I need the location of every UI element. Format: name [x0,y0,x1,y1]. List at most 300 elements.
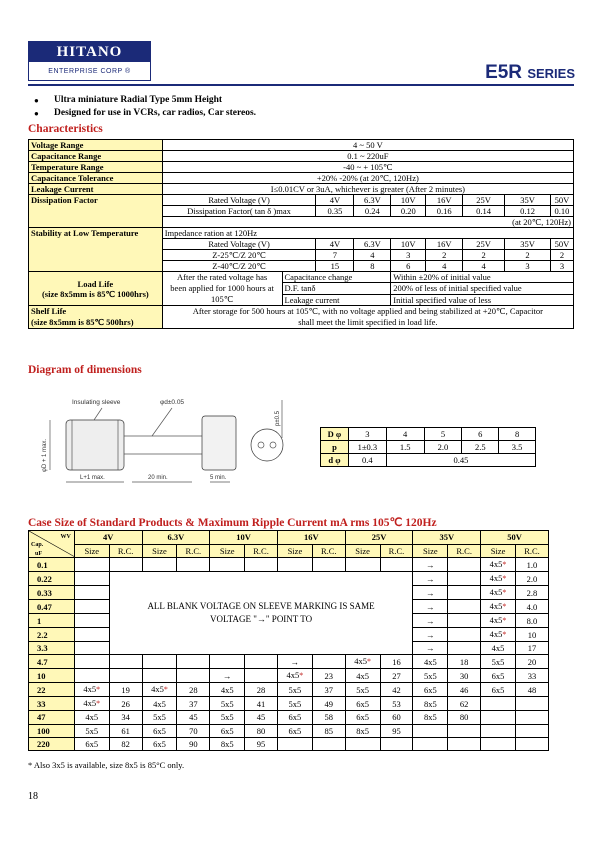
length-label: L+1 max. [80,475,105,481]
rc-cell: 28 [245,683,278,697]
size-cell [74,669,109,683]
size-cell: 4x5 [413,655,448,669]
size-cell: → [413,558,448,572]
size-header: Size [481,544,516,558]
rc-cell: 26 [109,697,142,711]
rc-cell [312,737,345,750]
voltage-range-label: Voltage Range [29,140,163,151]
size-cell [481,737,516,750]
size-cell [142,558,177,572]
dissipation-factor-label: Dissipation Factor [29,195,163,228]
capacitance-cell: 22 [29,683,75,697]
size-footnote-mark: * [299,671,304,681]
df-value: 0.20 [391,206,426,217]
z40-value: 4 [463,261,505,272]
row-load-life-1 [29,272,574,283]
rc-cell: 8.0 [515,614,548,628]
df-voltage: 6.3V [354,195,391,206]
rc-cell [312,558,345,572]
size-cell [74,628,109,642]
df-note: (at 20℃, 120Hz) [162,217,573,228]
case-row [29,655,549,669]
rc-cell [448,614,481,628]
size-cell [74,697,109,711]
series-name: E5R [485,62,523,83]
pitch-p-value: 3.5 [499,441,536,454]
footnote [28,760,184,770]
size-header: Size [277,544,312,558]
capacitance-cell: 1 [29,614,75,628]
pitch-p-value: 2.5 [462,441,499,454]
corner-uf: uF [35,551,43,557]
pitch-table [320,427,536,467]
z25-value: 2 [550,250,573,261]
stab-rated-voltage-label: Rated Voltage (V) [162,239,316,250]
lead-leader [152,408,172,436]
size-header: Size [74,544,109,558]
size-cell: 4x5 [210,683,245,697]
df-voltage: 16V [426,195,463,206]
load-life-desc-line: 105℃ [210,294,234,304]
rc-cell: 70 [177,724,210,737]
capacitance-cell: 2.2 [29,628,75,642]
size-cell: → [413,572,448,586]
size-cell: 6x5 [481,669,516,683]
row-dissipation-voltages [29,195,574,206]
df-value: 0.16 [426,206,463,217]
rc-cell: 46 [448,683,481,697]
z25-value: 4 [354,250,391,261]
size-footnote-mark: * [502,588,507,597]
z40-value: 3 [550,261,573,272]
size-footnote-mark: * [163,685,168,695]
rc-cell [177,669,210,683]
size-value: 4x5 [286,670,300,681]
rc-cell [448,628,481,642]
size-value: 4x5 [151,684,164,695]
rc-cell [245,669,278,683]
df-rated-voltage-label: Rated Voltage (V) [162,195,316,206]
voltage-header: 25V [345,531,413,545]
case-row [29,697,549,711]
size-cell [142,683,177,697]
temperature-range-value: -40 ~ + 105℃ [162,162,573,173]
df-voltage: 10V [391,195,426,206]
stab-voltage: 35V [505,239,551,250]
z40-value: 3 [505,261,551,272]
size-cell [481,711,516,724]
rc-cell [109,558,142,572]
size-cell: 6x5 [277,711,312,724]
df-value: 0.10 [550,206,573,217]
rc-cell: 28 [177,683,210,697]
z40-value: 8 [354,261,391,272]
stab-voltage: 4V [316,239,354,250]
z25-value: 2 [426,250,463,261]
capacitance-cell: 0.47 [29,600,75,614]
feature-list [34,94,256,120]
load-life-label [29,272,163,306]
size-cell [74,600,109,614]
z25-value: 7 [316,250,354,261]
size-cell: → [413,628,448,642]
case-size-heading: Case Size of Standard Products & Maximum Ripple Current mA rms 105℃ 120Hz [28,517,437,529]
size-cell: 4x5 [345,669,380,683]
size-footnote-mark: * [502,616,507,625]
rc-cell: 2.8 [515,586,548,600]
blank-voltage-note-line: ALL BLANK VOLTAGE ON SLEEVE MARKING IS SAME [147,601,375,612]
size-cell: 8x5 [413,711,448,724]
size-cell [481,600,516,614]
shelf-life-desc-line: After storage for 500 hours at 105℃, with no voltage applied and being stabilized at +20℃, Capacitor [192,306,543,316]
rc-cell [177,558,210,572]
rc-cell: 37 [177,697,210,711]
case-corner-cell [29,531,75,558]
voltage-header: 50V [481,531,549,545]
stab-voltage: 25V [463,239,505,250]
df-value: 0.24 [354,206,391,217]
rc-cell [515,737,548,750]
capacitor-side-view [202,416,236,470]
size-value: 4x5 [489,629,503,639]
voltage-header: 10V [210,531,278,545]
rc-cell [448,737,481,750]
capacitance-cell: 47 [29,711,75,724]
size-value: 4x5 [489,601,503,611]
logo-brand: HITANO [29,42,150,62]
size-cell: 5x5 [277,683,312,697]
z25-value: 2 [463,250,505,261]
load-life-desc-line: After the rated voltage has [177,272,268,282]
rc-cell [515,724,548,737]
pitch-D-value: 3 [348,428,386,441]
load-life-title: Load Life [77,278,114,289]
shelf-life-description [162,306,573,329]
rc-cell [109,655,142,669]
capacitance-cell: 0.22 [29,572,75,586]
load-life-spec: Within ±20% of initial value [391,272,574,283]
size-cell: 6x5 [345,711,380,724]
pitch-p-value: 2.0 [424,441,462,454]
z40-value: 15 [316,261,354,272]
case-row [29,683,549,697]
size-cell [210,655,245,669]
sleeve-label: Insulating sleeve [72,399,121,406]
capacitance-cell: 0.1 [29,558,75,572]
leakage-current-label: Leakage Current [29,184,163,195]
series-title [485,62,575,84]
size-cell: → [413,614,448,628]
rc-cell: 60 [380,711,413,724]
size-value: 4x5 [489,559,503,569]
z25-label: Z-25℃/Z 20℃ [162,250,316,261]
pitch-d-value: 0.45 [386,454,535,467]
z40-value: 6 [391,261,426,272]
capacitance-cell: 4.7 [29,655,75,669]
pitch-row-p [321,441,536,454]
load-life-item: Capacitance change [282,272,391,283]
rc-header: R.C. [515,544,548,558]
size-cell: 6x5 [277,724,312,737]
size-cell: 5x5 [413,669,448,683]
size-cell [74,558,109,572]
pitch-row-d [321,454,536,467]
size-cell: 5x5 [345,683,380,697]
size-cell: 6x5 [142,737,177,750]
row-capacitance-range [29,151,574,162]
rc-cell: 27 [380,669,413,683]
capacitance-cell: 100 [29,724,75,737]
stability-label: Stability at Low Temperature [29,228,163,272]
pitch-D-value: 6 [462,428,499,441]
size-cell [210,558,245,572]
size-footnote-mark: * [502,574,507,583]
capacitance-range-value: 0.1 ~ 220uF [162,151,573,162]
size-cell: → [277,655,312,669]
rc-cell [448,572,481,586]
capacitor-end-view [251,429,283,461]
size-cell [481,586,516,600]
rc-cell [515,711,548,724]
rc-cell: 1.0 [515,558,548,572]
rc-cell: 95 [380,724,413,737]
rc-cell: 45 [177,711,210,724]
voltage-header: 4V [74,531,142,545]
rc-cell: 95 [245,737,278,750]
size-cell: 6x5 [74,737,109,750]
pitch-D-label: D φ [321,428,349,441]
size-cell: 6x5 [142,724,177,737]
z40-label: Z-40℃/Z 20℃ [162,261,316,272]
rc-cell: 18 [448,655,481,669]
rc-cell: 30 [448,669,481,683]
case-header-sub [29,544,549,558]
case-row [29,669,549,683]
pitch-p-label: p [321,441,349,454]
size-cell: 5x5 [142,711,177,724]
lead-5-label: 5 min. [210,475,227,481]
size-cell: 8x5 [210,737,245,750]
size-value: 4x5 [489,573,503,583]
pitch-label: p±0.5 [275,411,281,426]
footnote-text: * Also 3x5 is available, size 8x5 is 85°C only. [28,760,185,770]
capacitance-range-label: Capacitance Range [29,151,163,162]
rc-cell: 53 [380,697,413,711]
size-cell [74,642,109,655]
stab-voltage: 10V [391,239,426,250]
rc-header: R.C. [380,544,413,558]
rc-cell [109,669,142,683]
rc-cell [448,642,481,655]
size-value: 4x5 [354,656,367,667]
logo-subtitle: ENTERPRISE CORP ® [48,68,131,75]
dimension-drawing [32,382,288,500]
dimensions-heading: Diagram of dimensions [28,364,142,376]
size-cell: 4x5 [74,711,109,724]
size-cell: 5x5 [74,724,109,737]
case-row [29,558,549,572]
lead-20-label: 20 min. [148,475,168,481]
rc-cell [177,655,210,669]
shelf-life-label [29,306,163,329]
size-cell: 6x5 [345,697,380,711]
capacitance-tolerance-label: Capacitance Tolerance [29,173,163,184]
rc-header: R.C. [109,544,142,558]
leakage-current-value: I≤0.01CV or 3uA, whichever is greater (After 2 minutes) [162,184,573,195]
rc-cell: 2.0 [515,572,548,586]
temperature-range-label: Temperature Range [29,162,163,173]
size-cell: 6x5 [413,683,448,697]
blank-voltage-note-line: VOLTAGE "→" POINT TO [210,614,313,625]
size-cell [142,669,177,683]
z25-value: 2 [505,250,551,261]
rc-cell: 20 [515,655,548,669]
size-cell: 6x5 [481,683,516,697]
load-life-item: Leakage current [282,294,391,305]
case-row [29,724,549,737]
capacitance-cell: 220 [29,737,75,750]
rc-header: R.C. [448,544,481,558]
row-capacitance-tolerance [29,173,574,184]
size-cell [74,655,109,669]
size-cell: 5x5 [210,697,245,711]
lead-diameter-label: φd±0.05 [160,399,185,406]
rc-header: R.C. [245,544,278,558]
case-row [29,572,549,586]
size-footnote-mark: * [502,602,507,611]
rc-cell [380,558,413,572]
size-header: Size [142,544,177,558]
size-footnote-mark: * [502,560,507,569]
size-cell [277,737,312,750]
capacitance-cell: 33 [29,697,75,711]
size-cell: 6x5 [210,724,245,737]
rc-cell: 58 [312,711,345,724]
size-value: 4x5 [489,587,503,597]
rc-cell: 45 [245,711,278,724]
pitch-p-value: 1.5 [386,441,424,454]
case-size-table [28,530,549,751]
df-voltage: 50V [550,195,573,206]
rc-cell [380,737,413,750]
row-leakage-current [29,184,574,195]
rc-cell: 80 [245,724,278,737]
df-tan-label: Dissipation Factor( tan δ )max [162,206,316,217]
size-cell: 4x5 [142,697,177,711]
rc-cell: 41 [245,697,278,711]
rc-cell [448,558,481,572]
size-cell: 4x5 [481,642,516,655]
rc-cell: 42 [380,683,413,697]
size-cell [74,572,109,586]
rc-cell [312,655,345,669]
stab-voltage: 50V [550,239,573,250]
case-header-voltages [29,531,549,545]
pitch-D-value: 8 [499,428,536,441]
size-footnote-mark: * [502,630,507,639]
rc-cell: 17 [515,642,548,655]
size-cell [481,724,516,737]
rc-cell [448,600,481,614]
size-cell [481,572,516,586]
page-number: 18 [28,791,38,802]
size-header: Size [345,544,380,558]
shelf-life-condition: (size 8x5mm is 85℃ 500hrs) [31,317,134,327]
impedance-note: Impedance ration at 120Hz [162,228,573,239]
size-cell [142,655,177,669]
load-life-description [162,272,282,306]
characteristics-table [28,139,574,329]
load-life-condition: (size 8x5mm is 85℃ 1000hrs) [41,288,149,299]
size-footnote-mark: * [96,699,101,709]
rc-cell: 61 [109,724,142,737]
size-cell: 8x5 [345,724,380,737]
rc-header: R.C. [312,544,345,558]
pitch-d-label: d φ [321,454,349,467]
size-cell: → [413,600,448,614]
feature-item: ● Ultra miniature Radial Type 5mm Height [34,94,256,107]
size-cell [481,558,516,572]
pitch-d-value: 0.4 [348,454,386,467]
rc-cell: 16 [380,655,413,669]
size-cell [345,558,380,572]
rc-cell: 85 [312,724,345,737]
size-cell: → [413,642,448,655]
load-life-spec: Initial specified value of less [391,294,574,305]
shelf-life-desc-line: shall meet the limit specified in load life. [298,317,438,327]
rc-cell: 23 [312,669,345,683]
load-life-spec: 200% of less of initial specified value [391,283,574,294]
capacitor-body [66,420,124,470]
rc-cell: 4.0 [515,600,548,614]
size-value: 4x5 [489,615,503,625]
stab-voltage: 16V [426,239,463,250]
rc-cell [515,697,548,711]
size-cell [481,614,516,628]
pitch-row-D [321,428,536,441]
size-footnote-mark: * [96,685,101,695]
pitch-D-value: 5 [424,428,462,441]
rc-cell [448,586,481,600]
size-cell [74,614,109,628]
voltage-header: 16V [277,531,345,545]
rc-cell [245,558,278,572]
diameter-label: φD + 1 max. [42,438,48,472]
rc-cell: 80 [448,711,481,724]
case-row [29,711,549,724]
capacitance-cell: 3.3 [29,642,75,655]
rc-cell: 90 [177,737,210,750]
characteristics-heading: Characteristics [28,123,103,135]
voltage-header: 35V [413,531,481,545]
size-cell [345,737,380,750]
size-value: 4x5 [83,698,97,709]
rc-cell: 33 [515,669,548,683]
size-cell [74,586,109,600]
corner-cap: Cap. [31,542,44,548]
dimension-drawing-group [50,400,283,482]
rc-header: R.C. [177,544,210,558]
series-suffix: SERIES [527,66,575,81]
size-cell: 8x5 [413,697,448,711]
company-logo [28,41,151,81]
load-life-desc-line: been applied for 1000 hours at [170,283,274,293]
rc-cell: 62 [448,697,481,711]
size-cell [345,655,380,669]
size-header: Size [413,544,448,558]
rc-cell [448,724,481,737]
z40-value: 4 [426,261,463,272]
